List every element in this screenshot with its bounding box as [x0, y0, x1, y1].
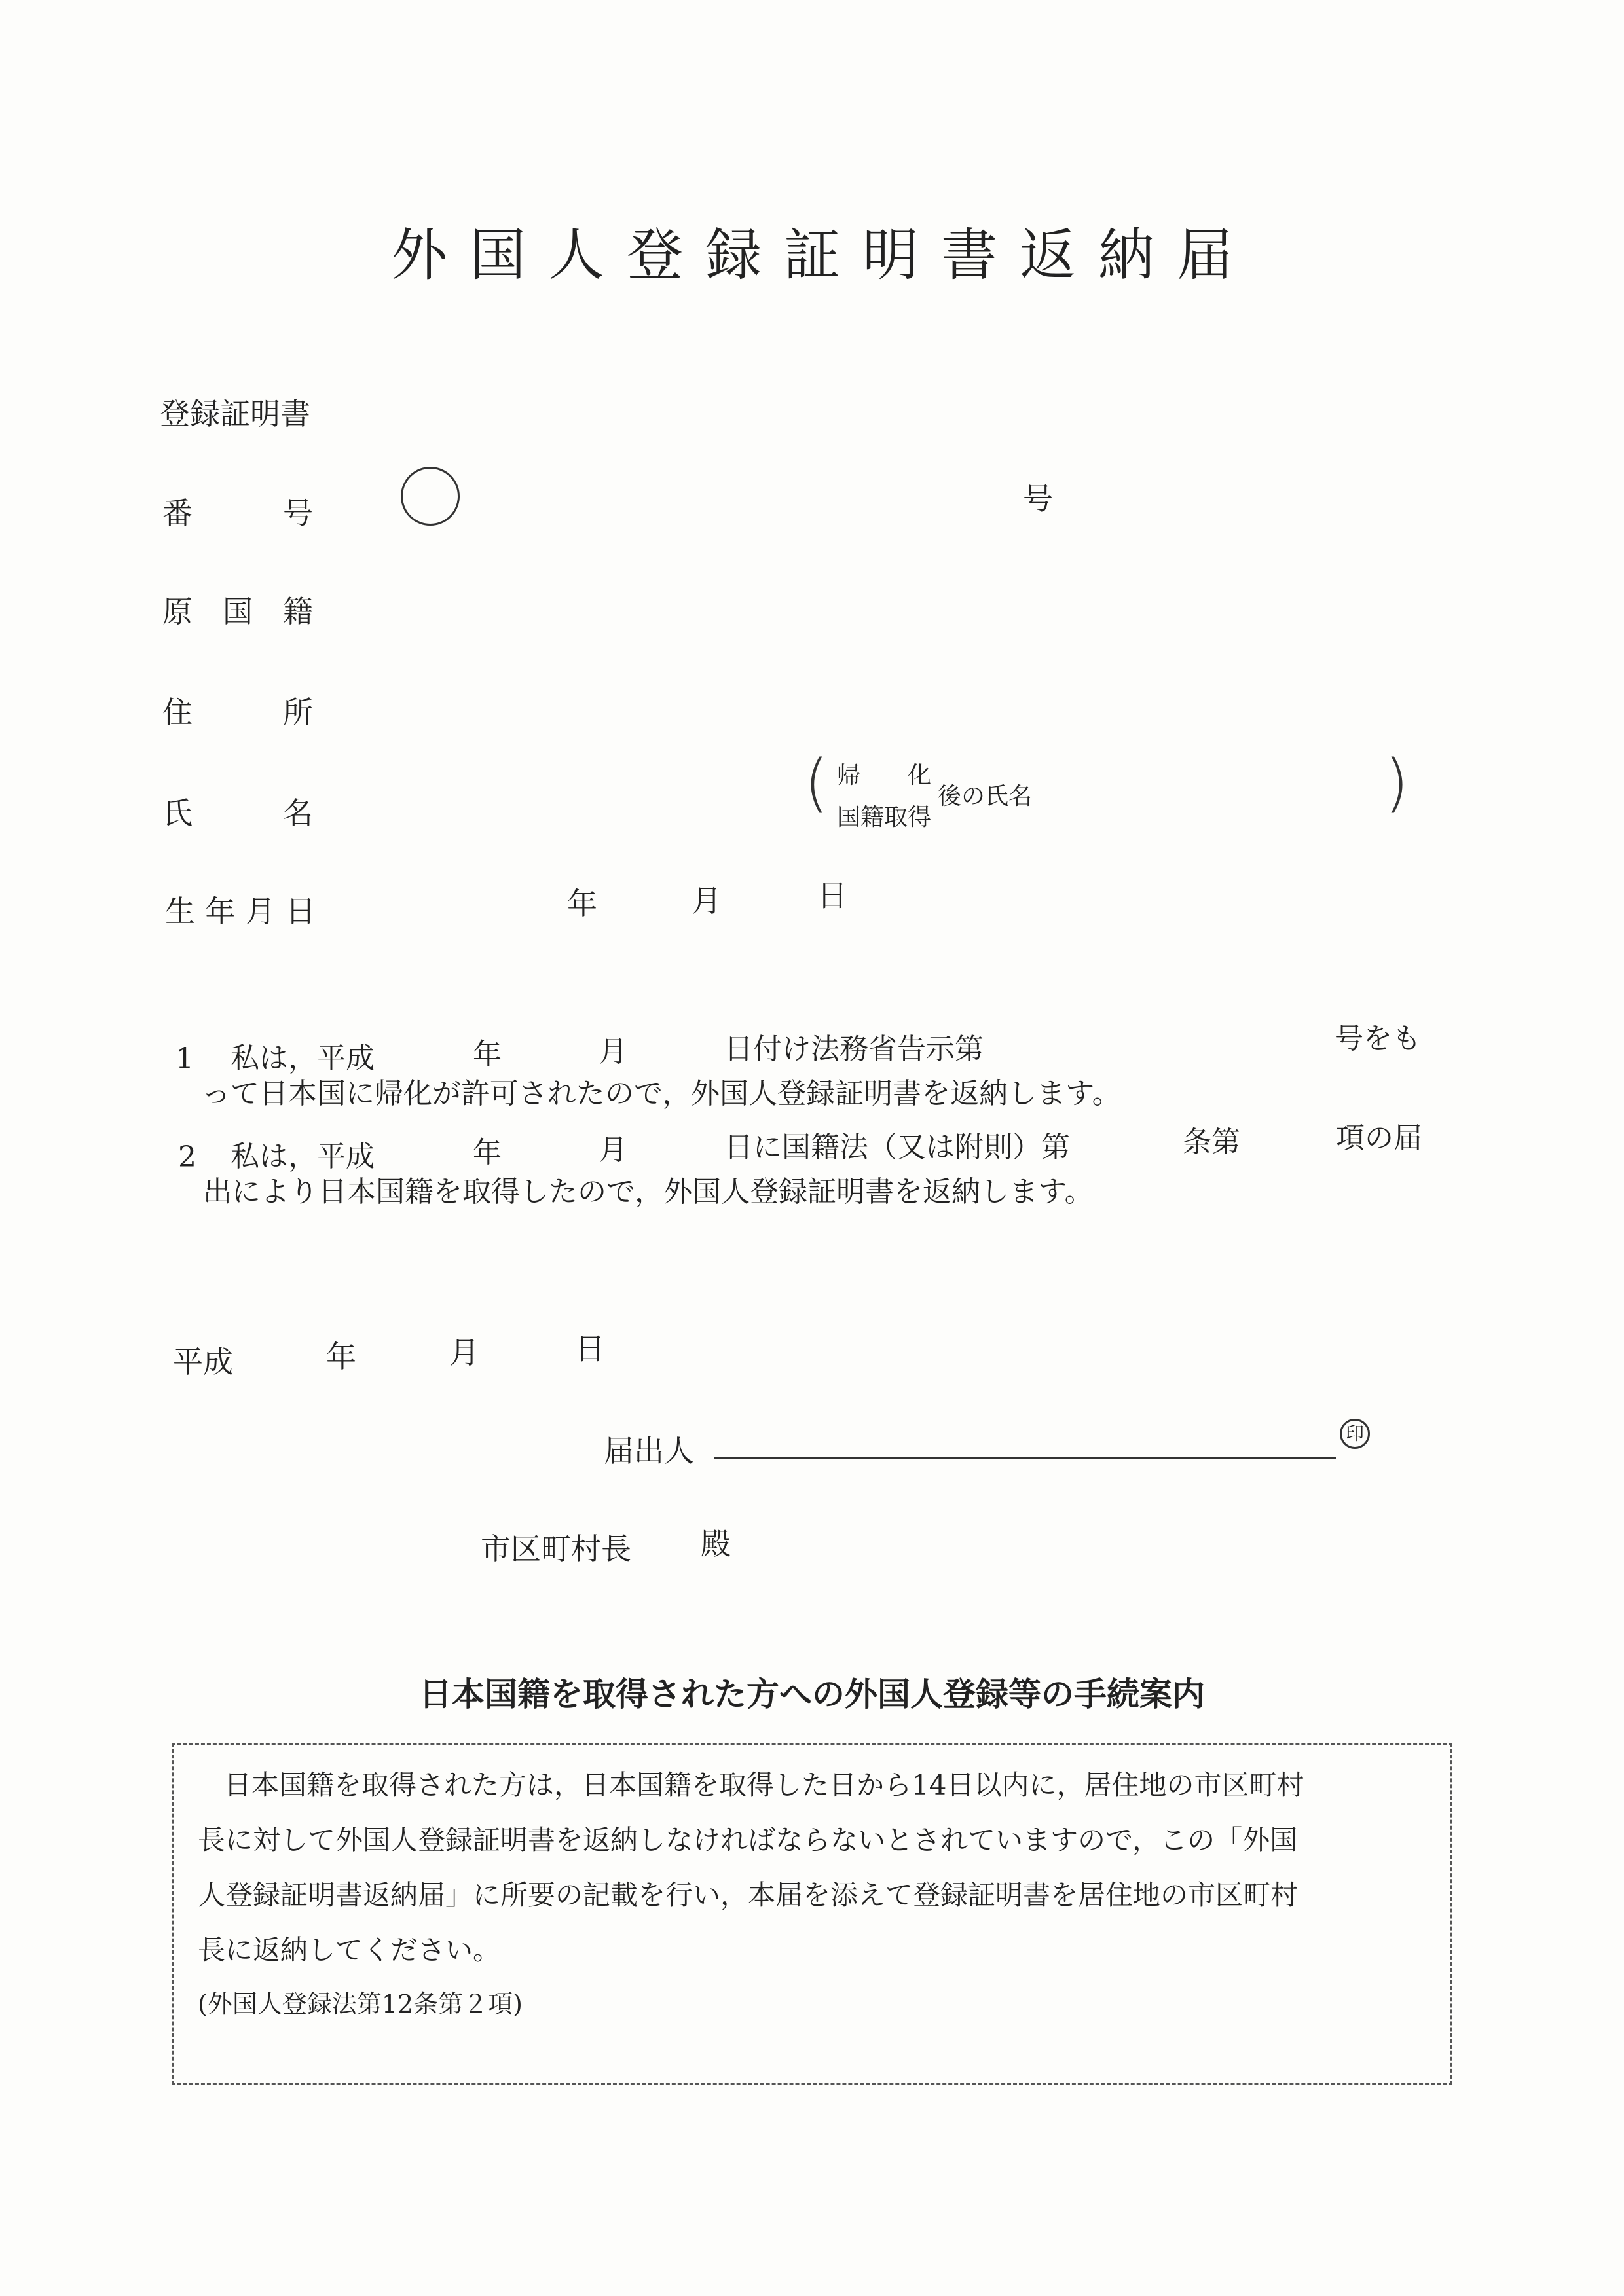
statement-2-text-d: 項の届: [1336, 1121, 1422, 1155]
statement-2-month-unit: 月: [599, 1133, 627, 1167]
guide-line: 長に返納してください。: [198, 1934, 501, 1966]
address-label: 住 所: [162, 695, 313, 730]
birth-year-unit: 年: [567, 886, 597, 921]
guide-line: 長に対して外国人登録証明書を返納しなければならないとされていますので，この「外国: [198, 1824, 1298, 1856]
name-note-suffix: 後の氏名: [938, 783, 1033, 810]
statement-1-text-b: 日付け法務省告示第: [724, 1032, 984, 1066]
form-title: 外国人登録証明書返納届: [391, 223, 1255, 288]
guide-line: 人登録証明書返納届」に所要の記載を行い，本届を添えて登録証明書を居住地の市区町村: [198, 1879, 1299, 1911]
filing-era: 平成: [173, 1344, 233, 1379]
filing-year-unit: 年: [326, 1339, 356, 1374]
addressee-honorific: 殿: [701, 1526, 731, 1561]
filing-month-unit: 月: [449, 1335, 479, 1370]
statement-1-text-a: 私は，平成: [231, 1042, 375, 1075]
cert-heading: 登録証明書: [160, 396, 310, 431]
statement-2-text-c: 条第: [1183, 1125, 1240, 1159]
filing-day-unit: 日: [575, 1331, 605, 1366]
name-note-paren-close: ): [1384, 746, 1409, 820]
birth-month-unit: 月: [692, 883, 722, 919]
statement-2-text-b: 日に国籍法（又は附則）第: [724, 1131, 1070, 1164]
guide-line: 日本国籍を取得された方は，日本国籍を取得した日から14日以内に，居住地の市区町村: [224, 1769, 1304, 1801]
statement-1-text-c: 号をも: [1335, 1022, 1421, 1055]
birth-day-unit: 日: [817, 878, 847, 913]
name-note-naturalized: 帰 化: [837, 762, 932, 789]
nationality-label: 原 国 籍: [162, 594, 313, 629]
statement-2-line-2: 出により日本国籍を取得したので，外国人登録証明書を返納します。: [203, 1175, 1094, 1209]
guide-citation: (外国人登録法第12条第２項): [198, 1990, 523, 2018]
number-prefix-circle[interactable]: [401, 467, 460, 526]
guide-heading: 日本国籍を取得された方への外国人登録等の手続案内: [419, 1675, 1205, 1713]
statement-2-text-a: 私は，平成: [231, 1140, 375, 1173]
birth-date-label: 生 年 月 日: [165, 894, 316, 929]
number-label: 番 号: [162, 496, 313, 531]
applicant-label: 届出人: [604, 1433, 694, 1468]
statement-2-number: 2: [178, 1140, 196, 1174]
seal-mark: 印: [1340, 1419, 1370, 1449]
statement-1-line-2: って日本国に帰化が許可されたので，外国人登録証明書を返納します。: [202, 1077, 1121, 1110]
statement-1-year-unit: 年: [473, 1038, 502, 1071]
statement-1-number: 1: [175, 1042, 194, 1076]
name-note-acquired: 国籍取得: [837, 804, 932, 831]
statement-2-year-unit: 年: [473, 1136, 502, 1169]
applicant-signature-line[interactable]: [714, 1457, 1336, 1459]
name-note-paren-open: (: [804, 746, 829, 820]
addressee: 市区町村長: [481, 1531, 631, 1567]
statement-1-month-unit: 月: [599, 1035, 627, 1068]
number-suffix: 号: [1023, 481, 1053, 517]
name-label: 氏 名: [162, 795, 313, 831]
